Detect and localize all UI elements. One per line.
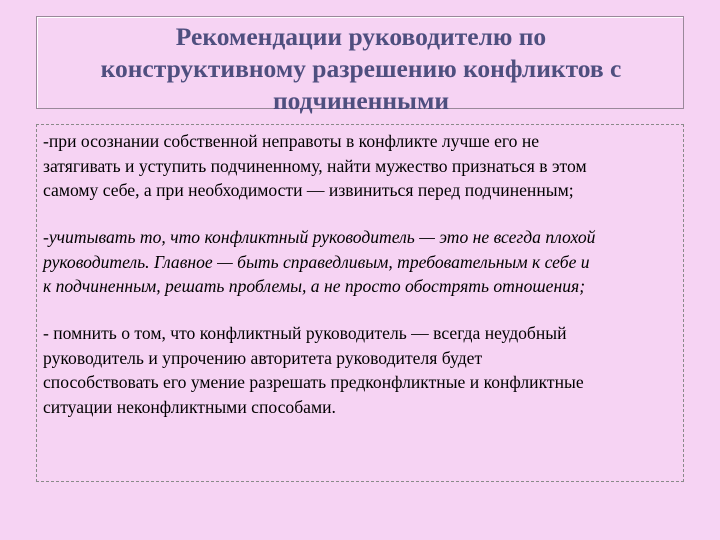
text-line: к подчиненным, решать проблемы, а не просто обострять отношения; [43, 276, 586, 296]
recommendation-3 [43, 321, 683, 419]
title-box [36, 16, 684, 115]
text-line: руководитель. Главное — быть справедливым, требовательным к себе и [43, 251, 590, 272]
title-line: Рекомендации руководителю по [175, 22, 547, 51]
slide-title [37, 21, 685, 117]
text-line: руководитель и упрочению авторитета руководителя будет [43, 347, 483, 368]
text-line: затягивать и уступить подчиненному, найти мужество признаться в этом [43, 155, 587, 176]
text-line: ситуации неконфликтными способами. [43, 396, 336, 417]
text-line: - помнить о том, что конфликтный руководитель — всегда неудобный [43, 323, 567, 343]
text-line: -при осознании собственной неправоты в конфликте лучше его не [43, 131, 540, 151]
content-box [36, 124, 684, 482]
recommendation-1 [43, 129, 683, 203]
text-line: способствовать его умение разрешать предконфликтные и конфликтные [43, 372, 584, 392]
text-line: -учитывать то, что конфликтный руководитель — это не всегда плохой [43, 227, 596, 247]
text-line: самому себе, а при необходимости — извиниться перед подчиненным; [43, 180, 574, 200]
recommendation-2 [43, 225, 683, 299]
title-line: подчиненными [272, 86, 450, 115]
title-line: конструктивному разрешению конфликтов с [100, 54, 622, 83]
